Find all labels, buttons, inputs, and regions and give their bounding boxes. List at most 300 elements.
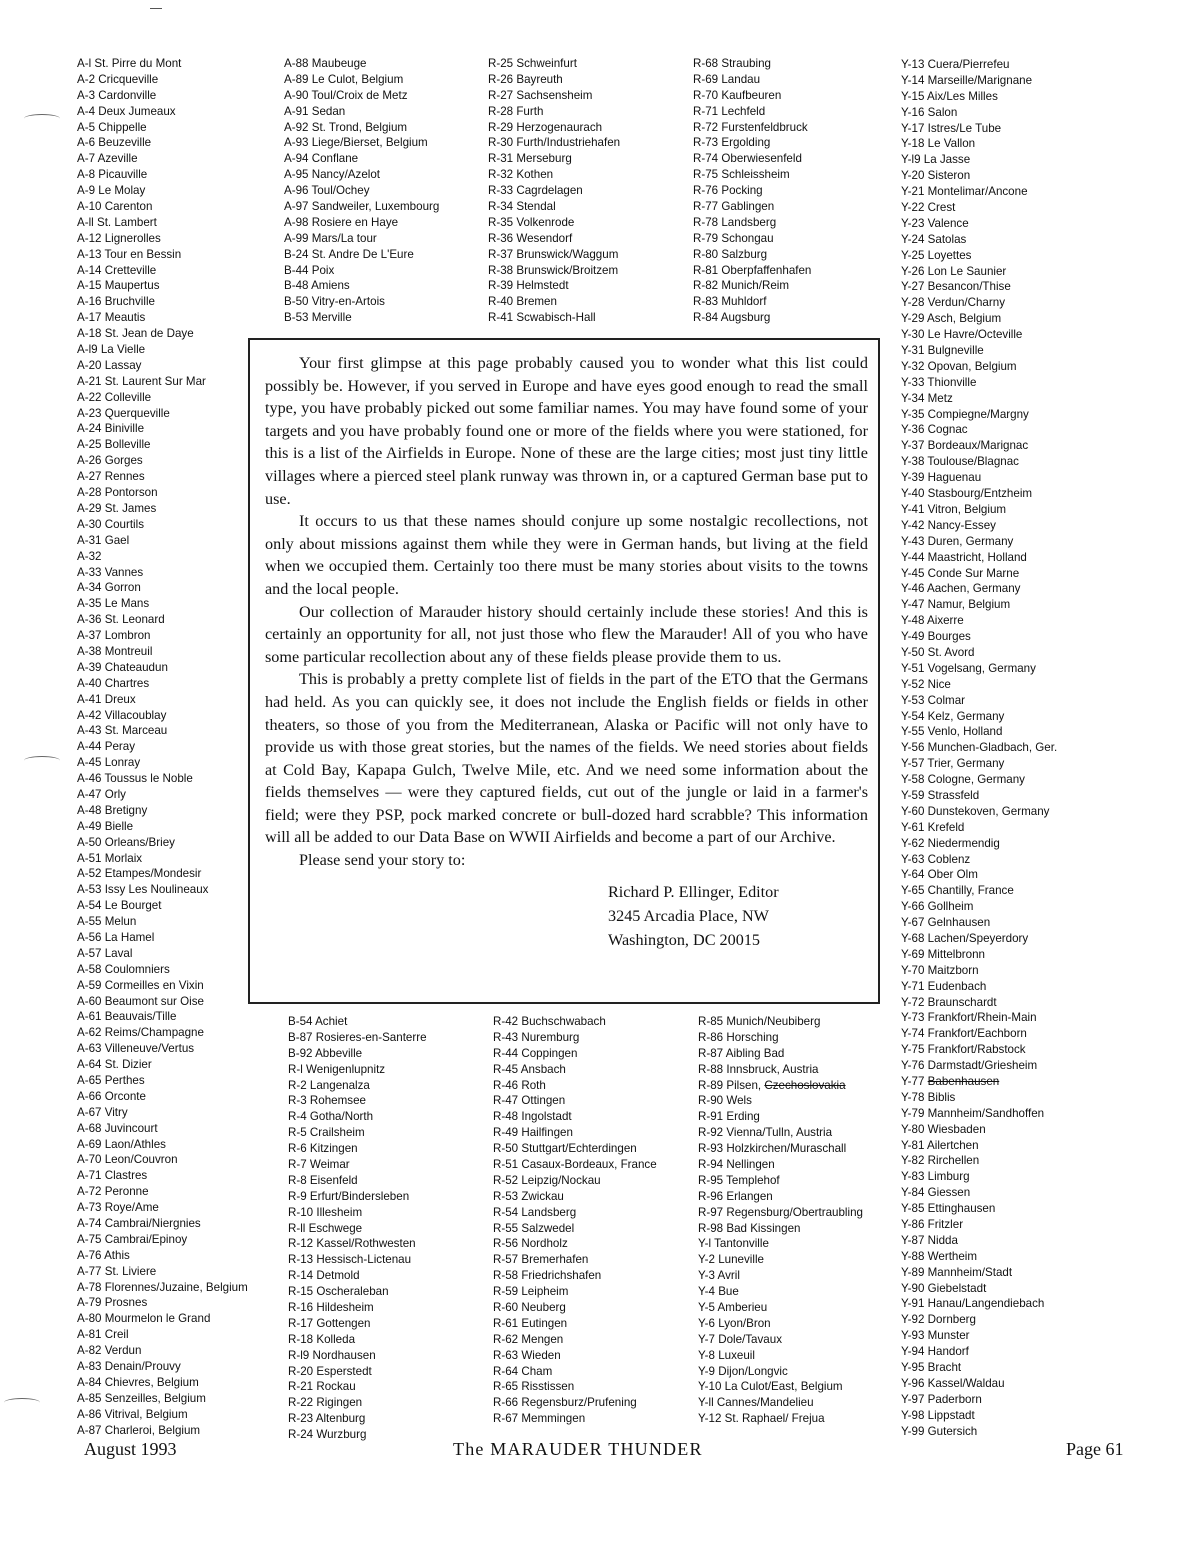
airfield-entry: A-20 Lassay — [77, 358, 142, 372]
airfield-entry: A-96 Toul/Ochey — [284, 184, 370, 198]
airfield-entry: A-66 Orconte — [77, 1089, 146, 1103]
airfield-entry: A-36 St. Leonard — [77, 613, 165, 627]
airfield-entry: Y-71 Eudenbach — [901, 979, 987, 993]
airfield-entry: R-79 Schongau — [693, 231, 774, 245]
airfield-entry: Y-40 Stasbourg/Entzheim — [901, 487, 1033, 501]
airfield-entry: Y-27 Besancon/Thise — [901, 280, 1011, 294]
airfield-entry: Y-93 Munster — [901, 1329, 970, 1343]
airfield-entry: A-87 Charleroi, Belgium — [77, 1423, 201, 1437]
airfield-entry: A-39 Chateaudun — [77, 660, 168, 674]
airfield-entry: Y-83 Limburg — [901, 1170, 970, 1184]
editor-street: 3245 Arcadia Place, NW — [608, 906, 769, 925]
airfield-entry: A-25 Bolleville — [77, 438, 151, 452]
airfield-entry: Y-66 Gollheim — [901, 900, 974, 914]
airfield-entry: R-87 Aibling Bad — [698, 1046, 785, 1060]
airfield-entry: Y-32 Opovan, Belgium — [901, 359, 1017, 373]
scan-mark — [4, 1398, 40, 1407]
airfield-entry: A-ll St. Lambert — [77, 215, 157, 229]
airfield-entry: Y-15 Aix/Les Milles — [901, 89, 998, 103]
airfield-entry: A-18 St. Jean de Daye — [77, 327, 194, 341]
airfield-column-3-top — [488, 56, 620, 326]
airfield-entry: R-73 Ergolding — [693, 136, 771, 150]
airfield-entry: Y-89 Mannheim/Stadt — [901, 1265, 1013, 1279]
airfield-entry: R-50 Stuttgart/Echterdingen — [493, 1142, 637, 1156]
airfield-entry: A-45 Lonray — [77, 756, 141, 770]
airfield-entry: A-28 Pontorson — [77, 486, 158, 500]
airfield-entry: Y-50 St. Avord — [901, 645, 975, 659]
airfield-entry: R-38 Brunswick/Broitzem — [488, 263, 619, 277]
airfield-entry: R-41 Scwabisch-Hall — [488, 311, 596, 325]
airfield-entry: Y-48 Aixerre — [901, 614, 964, 628]
airfield-entry: R-7 Weimar — [288, 1158, 350, 1172]
airfield-entry: Y-6 Lyon/Bron — [698, 1316, 771, 1330]
airfield-entry: R-6 Kitzingen — [288, 1142, 358, 1156]
airfield-entry: Y-36 Cognac — [901, 423, 968, 437]
airfield-column-4-bottom — [698, 1014, 863, 1427]
airfield-entry: Y-l Tantonville — [698, 1237, 769, 1251]
airfield-entry: A-71 Clastres — [77, 1169, 148, 1183]
airfield-entry: Y-17 Istres/Le Tube — [901, 121, 1002, 135]
airfield-entry: A-60 Beaumont sur Oise — [77, 994, 204, 1008]
airfield-entry: A-52 Etampes/Mondesir — [77, 867, 202, 881]
airfield-entry: R-46 Roth — [493, 1078, 546, 1092]
airfield-entry: Y-35 Compiegne/Margny — [901, 407, 1029, 421]
airfield-entry: R-77 Gablingen — [693, 200, 775, 214]
airfield-entry: Y-62 Niedermendig — [901, 836, 1000, 850]
airfield-entry: Y-23 Valence — [901, 216, 969, 230]
airfield-entry: A-16 Bruchville — [77, 295, 155, 309]
airfield-entry: R-22 Rigingen — [288, 1396, 363, 1410]
airfield-entry: A-92 St. Trond, Belgium — [284, 120, 408, 134]
notice-paragraph-4: This is probably a pretty complete list of fields in the part of the ETO that the Germans had held. As you can quickly see, it does not include the English fields or fields in other theaters, so those of you from the Mediterranean, Alaska or Pacific will not only have to provide us with those great stories, but the names of the fields. We need stories about fields at Cold Bay, Kapapa Gulch, Twelve Mile, etc. And we need some information about the fields themselves — were they captured fields, cut out of the jungle or laid in a farmer's field; were they PSP, pock marked concrete or bull-dozed hard scrabble? This information will all be added to our Data Base on WWII Airfields and become a part of our Archive. — [265, 670, 868, 847]
airfield-entry: R-94 Nellingen — [698, 1158, 775, 1172]
airfield-entry: Y-74 Frankfort/Eachborn — [901, 1027, 1027, 1041]
airfield-entry: A-21 St. Laurent Sur Mar — [77, 374, 206, 388]
airfield-entry: R-25 Schweinfurt — [488, 57, 577, 70]
airfield-entry: A-79 Prosnes — [77, 1296, 148, 1310]
airfield-entry: R-15 Oscheraleban — [288, 1285, 389, 1299]
airfield-entry: Y-69 Mittelbronn — [901, 947, 985, 961]
airfield-entry: Y-24 Satolas — [901, 232, 967, 246]
airfield-entry: Y-21 Montelimar/Ancone — [901, 185, 1028, 199]
airfield-entry: A-24 Biniville — [77, 422, 145, 436]
airfield-entry: A-99 Mars/La tour — [284, 231, 377, 245]
airfield-entry: R-42 Buchschwabach — [493, 1015, 606, 1028]
airfield-entry: R-18 Kolleda — [288, 1332, 356, 1346]
editor-signature — [608, 880, 868, 952]
airfield-entry: Y-61 Krefeld — [901, 820, 965, 834]
airfield-entry: Y-31 Bulgneville — [901, 344, 984, 358]
airfield-entry: Y-8 Luxeuil — [698, 1348, 755, 1362]
airfield-entry: A-6 Beuzeville — [77, 136, 152, 150]
airfield-entry: Y-85 Ettinghausen — [901, 1202, 996, 1216]
airfield-entry: Y-l9 La Jasse — [901, 153, 971, 167]
airfield-entry: A-47 Orly — [77, 787, 126, 801]
airfield-entry: Y-26 Lon Le Saunier — [901, 264, 1007, 278]
airfield-entry: A-37 Lombron — [77, 629, 151, 643]
airfield-entry: Y-34 Metz — [901, 391, 953, 405]
airfield-entry: Y-33 Thionville — [901, 375, 977, 389]
airfield-entry: A-31 Gael — [77, 533, 130, 547]
airfield-entry: A-49 Bielle — [77, 819, 134, 833]
airfield-entry: A-93 Liege/Bierset, Belgium — [284, 136, 428, 150]
airfield-entry: B-87 Rosieres-en-Santerre — [288, 1030, 427, 1044]
airfield-column-2-bottom — [288, 1014, 427, 1443]
airfield-entry: A-76 Athis — [77, 1248, 130, 1262]
airfield-entry: R-63 Wieden — [493, 1348, 561, 1362]
airfield-entry: R-8 Eisenfeld — [288, 1173, 358, 1187]
airfield-entry: R-61 Eutingen — [493, 1316, 568, 1330]
airfield-entry: A-83 Denain/Prouvy — [77, 1360, 181, 1374]
airfield-entry: R-90 Wels — [698, 1094, 752, 1108]
airfield-entry: Y-59 Strassfeld — [901, 788, 980, 802]
airfield-entry: Y-82 Rirchellen — [901, 1154, 980, 1168]
airfield-entry: A-23 Querqueville — [77, 406, 170, 420]
airfield-entry: Y-96 Kassel/Waldau — [901, 1376, 1005, 1390]
airfield-entry: B-44 Poix — [284, 263, 335, 277]
airfield-entry: A-42 Villacoublay — [77, 708, 167, 722]
airfield-entry: R-29 Herzogenaurach — [488, 120, 603, 134]
airfield-entry: Y-88 Wertheim — [901, 1249, 978, 1263]
airfield-entry: Y-16 Salon — [901, 105, 958, 119]
airfield-entry: Y-92 Dornberg — [901, 1313, 976, 1327]
airfield-entry: Y-39 Haguenau — [901, 471, 982, 485]
airfield-entry: R-55 Salzwedel — [493, 1221, 575, 1235]
airfield-entry: R-33 Cagrdelagen — [488, 184, 583, 198]
airfield-entry: R-5 Crailsheim — [288, 1126, 365, 1140]
airfield-entry: A-14 Cretteville — [77, 263, 157, 277]
airfield-entry: R-60 Neuberg — [493, 1301, 566, 1315]
airfield-entry: A-48 Bretigny — [77, 803, 148, 817]
airfield-entry: Y-58 Cologne, Germany — [901, 773, 1025, 787]
airfield-entry: A-84 Chievres, Belgium — [77, 1375, 199, 1389]
airfield-entry: A-59 Cormeilles en Vixin — [77, 978, 204, 992]
editor-name: Richard P. Ellinger, Editor — [608, 882, 779, 901]
airfield-entry: Y-45 Conde Sur Marne — [901, 566, 1020, 580]
airfield-entry: Y-53 Colmar — [901, 693, 966, 707]
airfield-entry: A-90 Toul/Croix de Metz — [284, 88, 408, 102]
airfield-entry: A-43 St. Marceau — [77, 724, 168, 738]
airfield-entry: R-86 Horsching — [698, 1030, 779, 1044]
airfield-entry: A-51 Morlaix — [77, 851, 143, 865]
airfield-entry: Y-10 La Culot/East, Belgium — [698, 1380, 843, 1394]
airfield-entry: R-75 Schleissheim — [693, 168, 790, 182]
airfield-entry: Y-5 Amberieu — [698, 1301, 768, 1315]
airfield-entry: R-64 Cham — [493, 1364, 553, 1378]
airfield-entry: R-16 Hildesheim — [288, 1301, 374, 1315]
airfield-entry: R-l Wenigenlupnitz — [288, 1062, 386, 1076]
airfield-entry: A-5 Chippelle — [77, 120, 147, 134]
airfield-entry: A-8 Picauville — [77, 168, 148, 182]
airfield-entry: A-80 Mourmelon le Grand — [77, 1312, 211, 1326]
airfield-entry: R-23 Altenburg — [288, 1412, 366, 1426]
airfield-entry: A-62 Reims/Champagne — [77, 1026, 204, 1040]
airfield-entry: R-58 Friedrichshafen — [493, 1269, 602, 1283]
airfield-entry: A-3 Cardonville — [77, 88, 157, 102]
airfield-entry: R-89 Pilsen, Czechoslovakia — [698, 1078, 846, 1092]
airfield-entry: A-7 Azeville — [77, 152, 138, 166]
airfield-entry: R-72 Furstenfeldbruck — [693, 120, 808, 134]
airfield-entry: R-45 Ansbach — [493, 1062, 566, 1076]
scan-mark — [150, 8, 162, 9]
airfield-entry: Y-7 Dole/Tavaux — [698, 1332, 782, 1346]
airfield-entry: R-76 Pocking — [693, 184, 763, 198]
airfield-entry: Y-42 Nancy-Essey — [901, 518, 996, 532]
airfield-column-y — [901, 57, 1057, 1439]
airfield-entry: A-91 Sedan — [284, 104, 346, 118]
airfield-entry: Y-64 Ober Olm — [901, 868, 978, 882]
airfield-entry: A-73 Roye/Ame — [77, 1201, 159, 1215]
airfield-entry: A-22 Colleville — [77, 390, 152, 404]
airfield-entry: A-12 Lignerolles — [77, 231, 161, 245]
airfield-entry: R-10 Illesheim — [288, 1205, 363, 1219]
airfield-entry: R-36 Wesendorf — [488, 231, 573, 245]
airfield-entry: A-88 Maubeuge — [284, 57, 367, 70]
airfield-entry: Y-97 Paderborn — [901, 1392, 982, 1406]
airfield-entry: R-14 Detmold — [288, 1269, 360, 1283]
airfield-entry: A-78 Florennes/Juzaine, Belgium — [77, 1280, 248, 1294]
airfield-entry: R-62 Mengen — [493, 1332, 564, 1346]
airfield-entry: A-56 La Hamel — [77, 930, 155, 944]
airfield-entry: Y-56 Munchen-Gladbach, Ger. — [901, 741, 1058, 755]
airfield-entry: R-97 Regensburg/Obertraubling — [698, 1205, 863, 1219]
airfield-entry: Y-38 Toulouse/Blagnac — [901, 455, 1019, 469]
airfield-entry: R-67 Memmingen — [493, 1412, 586, 1426]
airfield-entry: A-32 — [77, 549, 102, 563]
airfield-entry: A-95 Nancy/Azelot — [284, 168, 381, 182]
airfield-entry: R-35 Volkenrode — [488, 215, 575, 229]
airfield-entry: R-51 Casaux-Bordeaux, France — [493, 1158, 657, 1172]
airfield-entry: R-70 Kaufbeuren — [693, 88, 782, 102]
airfield-entry: R-30 Furth/Industriehafen — [488, 136, 621, 150]
airfield-entry: R-71 Lechfeld — [693, 104, 766, 118]
airfield-entry: R-68 Straubing — [693, 57, 771, 70]
airfield-entry: B-92 Abbeville — [288, 1046, 363, 1060]
airfield-entry: Y-41 Vitron, Belgium — [901, 502, 1007, 516]
airfield-entry: R-83 Muhldorf — [693, 295, 767, 309]
scan-mark — [24, 114, 60, 123]
airfield-entry: Y-67 Gelnhausen — [901, 916, 991, 930]
airfield-entry: A-44 Peray — [77, 740, 135, 754]
airfield-entry: Y-68 Lachen/Speyerdory — [901, 931, 1029, 945]
airfield-entry: Y-13 Cuera/Pierrefeu — [901, 58, 1010, 71]
airfield-entry: Y-18 Le Vallon — [901, 137, 976, 151]
airfield-entry: A-50 Orleans/Briey — [77, 835, 175, 849]
airfield-entry: R-81 Oberpfaffenhafen — [693, 263, 812, 277]
airfield-entry: R-47 Ottingen — [493, 1094, 566, 1108]
airfield-entry: A-54 Le Bourget — [77, 899, 162, 913]
airfield-entry: A-65 Perthes — [77, 1074, 145, 1087]
airfield-entry: Y-47 Namur, Belgium — [901, 598, 1011, 612]
airfield-entry: R-21 Rockau — [288, 1380, 356, 1394]
airfield-entry: A-33 Vannes — [77, 565, 144, 579]
airfield-entry: A-64 St. Dizier — [77, 1058, 152, 1072]
airfield-entry: A-13 Tour en Bessin — [77, 247, 182, 261]
airfield-entry: A-57 Laval — [77, 946, 133, 960]
airfield-entry: A-75 Cambrai/Epinoy — [77, 1232, 188, 1246]
airfield-entry: Y-37 Bordeaux/Marignac — [901, 439, 1029, 453]
airfield-column-2-top — [284, 56, 439, 326]
airfield-entry: Y-4 Bue — [698, 1285, 739, 1299]
airfield-entry: R-74 Oberwiesenfeld — [693, 152, 802, 166]
airfield-entry: A-10 Carenton — [77, 200, 153, 214]
airfield-entry: A-2 Cricqueville — [77, 72, 159, 86]
airfield-entry: A-81 Creil — [77, 1328, 129, 1342]
airfield-entry: A-70 Leon/Couvron — [77, 1153, 178, 1167]
airfield-entry: Y-90 Giebelstadt — [901, 1281, 987, 1295]
airfield-entry: Y-51 Vogelsang, Germany — [901, 661, 1036, 675]
airfield-entry: Y-60 Dunstekoven, Germany — [901, 804, 1050, 818]
scan-mark — [24, 756, 60, 765]
airfield-entry: A-67 Vitry — [77, 1105, 128, 1119]
airfield-entry: R-20 Esperstedt — [288, 1364, 372, 1378]
airfield-entry: A-77 St. Liviere — [77, 1264, 157, 1278]
airfield-entry: A-94 Conflane — [284, 152, 359, 166]
airfield-entry: Y-73 Frankfort/Rhein-Main — [901, 1011, 1037, 1025]
airfield-entry: B-50 Vitry-en-Artois — [284, 295, 385, 309]
airfield-entry: R-78 Landsberg — [693, 215, 777, 229]
airfield-entry: R-49 Hailfingen — [493, 1126, 573, 1140]
airfield-entry: Y-20 Sisteron — [901, 169, 971, 183]
airfield-entry: R-57 Bremerhafen — [493, 1253, 589, 1267]
airfield-entry: R-48 Ingolstadt — [493, 1110, 572, 1124]
airfield-entry: A-97 Sandweiler, Luxembourg — [284, 200, 440, 214]
airfield-entry: B-54 Achiet — [288, 1015, 348, 1028]
airfield-column-a — [77, 56, 248, 1438]
airfield-entry: R-37 Brunswick/Waggum — [488, 247, 619, 261]
airfield-entry: R-88 Innsbruck, Austria — [698, 1062, 819, 1076]
airfield-entry: R-9 Erfurt/Bindersleben — [288, 1189, 410, 1203]
airfield-entry: R-91 Erding — [698, 1110, 760, 1124]
airfield-entry: A-55 Melun — [77, 915, 137, 929]
airfield-entry: R-2 Langenalza — [288, 1078, 370, 1092]
airfield-entry: Y-76 Darmstadt/Griesheim — [901, 1059, 1038, 1073]
airfield-entry: R-ll Eschwege — [288, 1221, 363, 1235]
airfield-entry: A-46 Toussus le Noble — [77, 772, 193, 786]
airfield-entry: Y-78 Biblis — [901, 1090, 956, 1104]
airfield-entry: A-74 Cambrai/Niergnies — [77, 1217, 201, 1231]
notice-paragraph-2: It occurs to us that these names should conjure up some nostalgic recollections, not only about missions against them while they were in German hands, but living at the field when we occupied them. Certainly too there must be many stories about visits to the towns and the local people. — [265, 512, 868, 598]
airfield-entry: Y-86 Fritzler — [901, 1218, 964, 1232]
airfield-entry: R-69 Landau — [693, 72, 761, 86]
airfield-entry: A-15 Maupertus — [77, 279, 160, 293]
airfield-entry: Y-2 Luneville — [698, 1253, 764, 1267]
airfield-entry: Y-84 Giessen — [901, 1186, 971, 1200]
airfield-entry: R-54 Landsberg — [493, 1205, 577, 1219]
airfield-entry: R-44 Coppingen — [493, 1046, 578, 1060]
airfield-entry: R-24 Wurzburg — [288, 1428, 367, 1442]
airfield-entry: A-35 Le Mans — [77, 597, 150, 611]
airfield-entry: Y-28 Verdun/Charny — [901, 296, 1005, 310]
airfield-entry: Y-65 Chantilly, France — [901, 884, 1014, 898]
airfield-entry: A-9 Le Molay — [77, 184, 146, 198]
airfield-entry: Y-91 Hanau/Langendiebach — [901, 1297, 1045, 1311]
airfield-entry: A-29 St. James — [77, 501, 157, 515]
airfield-entry: R-12 Kassel/Rothwesten — [288, 1237, 416, 1251]
airfield-entry: Y-98 Lippstadt — [901, 1408, 975, 1422]
airfield-entry: A-63 Villeneuve/Vertus — [77, 1042, 195, 1056]
airfield-entry: Y-57 Trier, Germany — [901, 757, 1005, 771]
airfield-entry: R-26 Bayreuth — [488, 72, 563, 86]
airfield-entry: A-l9 La Vielle — [77, 343, 146, 357]
airfield-entry: R-31 Merseburg — [488, 152, 572, 166]
airfield-entry: R-27 Sachsensheim — [488, 88, 593, 102]
airfield-entry: Y-9 Dijon/Longvic — [698, 1364, 788, 1378]
airfield-column-3-bottom — [493, 1014, 657, 1427]
airfield-entry: R-52 Leipzig/Nockau — [493, 1173, 601, 1187]
airfield-entry: R-82 Munich/Reim — [693, 279, 789, 293]
airfield-entry: Y-94 Handorf — [901, 1345, 969, 1359]
airfield-entry: R-85 Munich/Neubiberg — [698, 1015, 821, 1028]
airfield-entry: Y-77 Babenhausen — [901, 1075, 1000, 1088]
airfield-entry: A-53 Issy Les Noulineaux — [77, 883, 209, 897]
airfield-entry: Y-72 Braunschardt — [901, 995, 997, 1009]
airfield-entry: R-92 Vienna/Tulln, Austria — [698, 1126, 833, 1140]
footer-page-number: Page 61 — [1066, 1439, 1124, 1459]
airfield-entry: A-27 Rennes — [77, 470, 145, 484]
airfield-entry: R-4 Gotha/North — [288, 1110, 374, 1124]
airfield-entry: R-80 Salzburg — [693, 247, 768, 261]
airfield-entry: Y-52 Nice — [901, 677, 951, 691]
airfield-entry: A-41 Dreux — [77, 692, 136, 706]
airfield-entry: Y-3 Avril — [698, 1269, 740, 1283]
airfield-entry: Y-79 Mannheim/Sandhoffen — [901, 1106, 1045, 1120]
airfield-entry: R-l9 Nordhausen — [288, 1348, 376, 1362]
airfield-entry: Y-29 Asch, Belgium — [901, 312, 1002, 326]
airfield-entry: A-68 Juvincourt — [77, 1121, 158, 1135]
airfield-entry: Y-70 Maitzborn — [901, 963, 979, 977]
notice-paragraph-1: Your first glimpse at this page probably caused you to wonder what this list could possibly be. However, if you served in Europe and have eyes good enough to read the small type, you have probably picked out some familiar names. You may have found some of your targets and you have probably found one or more of the fields where you were stationed, for this is a list of the Airfields in Europe. None of these are the large cities; most just tiny little villages where a pierced steel plank runway was thrown in, or a captured German base put to use. — [265, 354, 868, 508]
airfield-entry: A-4 Deux Jumeaux — [77, 104, 176, 118]
airfield-entry: A-34 Gorron — [77, 581, 141, 595]
airfield-entry: R-39 Helmstedt — [488, 279, 569, 293]
footer-date: August 1993 — [84, 1439, 177, 1459]
airfield-entry: A-82 Verdun — [77, 1344, 142, 1358]
airfield-entry: Y-49 Bourges — [901, 630, 971, 644]
airfield-entry: Y-14 Marseille/Marignane — [901, 73, 1033, 87]
airfield-entry: Y-30 Le Havre/Octeville — [901, 328, 1023, 342]
airfield-column-4-top — [693, 56, 811, 326]
airfield-entry: B-24 St. Andre De L'Eure — [284, 247, 414, 261]
airfield-entry: B-48 Amiens — [284, 279, 350, 293]
airfield-entry: Y-80 Wiesbaden — [901, 1122, 986, 1136]
airfield-entry: A-61 Beauvais/Tille — [77, 1010, 177, 1024]
airfield-entry: R-56 Nordholz — [493, 1237, 568, 1251]
airfield-entry: Y-95 Bracht — [901, 1361, 962, 1375]
airfield-entry: R-28 Furth — [488, 104, 544, 118]
airfield-entry: A-26 Gorges — [77, 454, 143, 468]
editor-city: Washington, DC 20015 — [608, 930, 761, 949]
airfield-entry: R-3 Rohemsee — [288, 1094, 366, 1108]
airfield-entry: R-34 Stendal — [488, 200, 556, 214]
airfield-entry: Y-44 Maastricht, Holland — [901, 550, 1027, 564]
airfield-entry: R-13 Hessisch-Lictenau — [288, 1253, 412, 1267]
airfield-entry: A-30 Courtils — [77, 517, 145, 531]
airfield-entry: Y-43 Duren, Germany — [901, 534, 1014, 548]
airfield-entry: A-69 Laon/Athles — [77, 1137, 166, 1151]
footer-title: The MARAUDER THUNDER — [453, 1439, 703, 1459]
airfield-entry: Y-54 Kelz, Germany — [901, 709, 1005, 723]
airfield-entry: R-95 Templehof — [698, 1173, 780, 1187]
airfield-entry: Y-ll Cannes/Mandelieu — [698, 1396, 814, 1410]
airfield-entry: A-l St. Pirre du Mont — [77, 57, 182, 70]
airfield-entry: A-38 Montreuil — [77, 644, 153, 658]
airfield-entry: Y-63 Coblenz — [901, 852, 971, 866]
airfield-entry: Y-12 St. Raphael/ Frejua — [698, 1412, 825, 1426]
airfield-entry: A-40 Chartres — [77, 676, 150, 690]
airfield-entry: A-89 Le Culot, Belgium — [284, 72, 404, 86]
airfield-entry: R-84 Augsburg — [693, 311, 771, 325]
